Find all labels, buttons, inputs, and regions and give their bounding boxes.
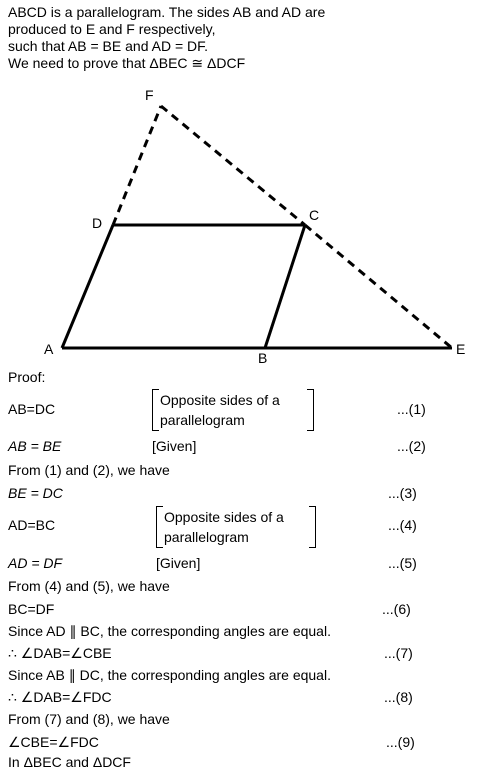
reason-bracket-1: [152, 389, 314, 431]
label-d: D: [92, 215, 103, 231]
number-2: ...(2): [397, 438, 426, 454]
number-6: ...(6): [382, 601, 411, 617]
number-3: ...(3): [388, 485, 417, 501]
reason-1-line-2: parallelogram: [160, 412, 245, 428]
number-4: ...(4): [388, 517, 417, 533]
label-b: B: [258, 350, 268, 366]
intro-line-2: produced to E and F respectively,: [8, 21, 216, 37]
segment-ce-dashed: [305, 225, 452, 348]
statement-8: ∴ ∠DAB=∠FDC: [8, 689, 112, 705]
number-1: ...(1): [397, 401, 426, 417]
intro-line-1: ABCD is a parallelogram. The sides AB and AD are: [8, 4, 326, 20]
statement-5: AD = DF: [8, 555, 63, 571]
statement-2: AB = BE: [8, 438, 62, 454]
reason-4-line-1: Opposite sides of a: [164, 509, 284, 525]
reason-1-line-1: Opposite sides of a: [160, 392, 280, 408]
number-9: ...(9): [386, 734, 415, 750]
statement-8-text: Since AB ∥ DC, the corresponding angles are equal.: [8, 667, 331, 683]
label-c: C: [309, 207, 320, 223]
statement-7-text: Since AD ∥ BC, the corresponding angles are equal.: [8, 623, 331, 639]
intro-line-4: We need to prove that ΔBEC ≅ ΔDCF: [8, 55, 246, 71]
statement-7: ∴ ∠DAB=∠CBE: [8, 645, 112, 661]
segment-df-dashed: [113, 106, 161, 225]
segment-ad: [62, 225, 113, 348]
segment-bc: [265, 225, 305, 348]
reason-4-line-2: parallelogram: [164, 529, 249, 545]
proof-heading: Proof:: [8, 369, 46, 385]
label-e: E: [456, 341, 466, 357]
statement-9-text: From (7) and (8), we have: [8, 711, 170, 727]
number-7: ...(7): [384, 645, 413, 661]
number-5: ...(5): [388, 555, 417, 571]
reason-5: [Given]: [156, 555, 201, 571]
reason-bracket-4: [156, 506, 316, 548]
label-a: A: [44, 341, 54, 357]
intro-line-3: such that AB = BE and AD = DF.: [8, 38, 209, 54]
statement-9: ∠CBE=∠FDC: [8, 734, 99, 750]
statement-4: AD=BC: [8, 517, 56, 533]
reason-2: [Given]: [152, 438, 197, 454]
number-8: ...(8): [384, 689, 413, 705]
statement-3-text: From (1) and (2), we have: [8, 462, 170, 478]
label-f: F: [145, 87, 154, 103]
statement-10: In ΔBEC and ΔDCF: [8, 754, 131, 770]
statement-1: AB=DC: [8, 401, 56, 417]
statement-3: BE = DC: [8, 485, 63, 501]
statement-6: BC=DF: [8, 601, 55, 617]
parallelogram-figure: [0, 80, 477, 380]
statement-6-text: From (4) and (5), we have: [8, 578, 170, 594]
segment-fc-dashed: [161, 106, 305, 225]
